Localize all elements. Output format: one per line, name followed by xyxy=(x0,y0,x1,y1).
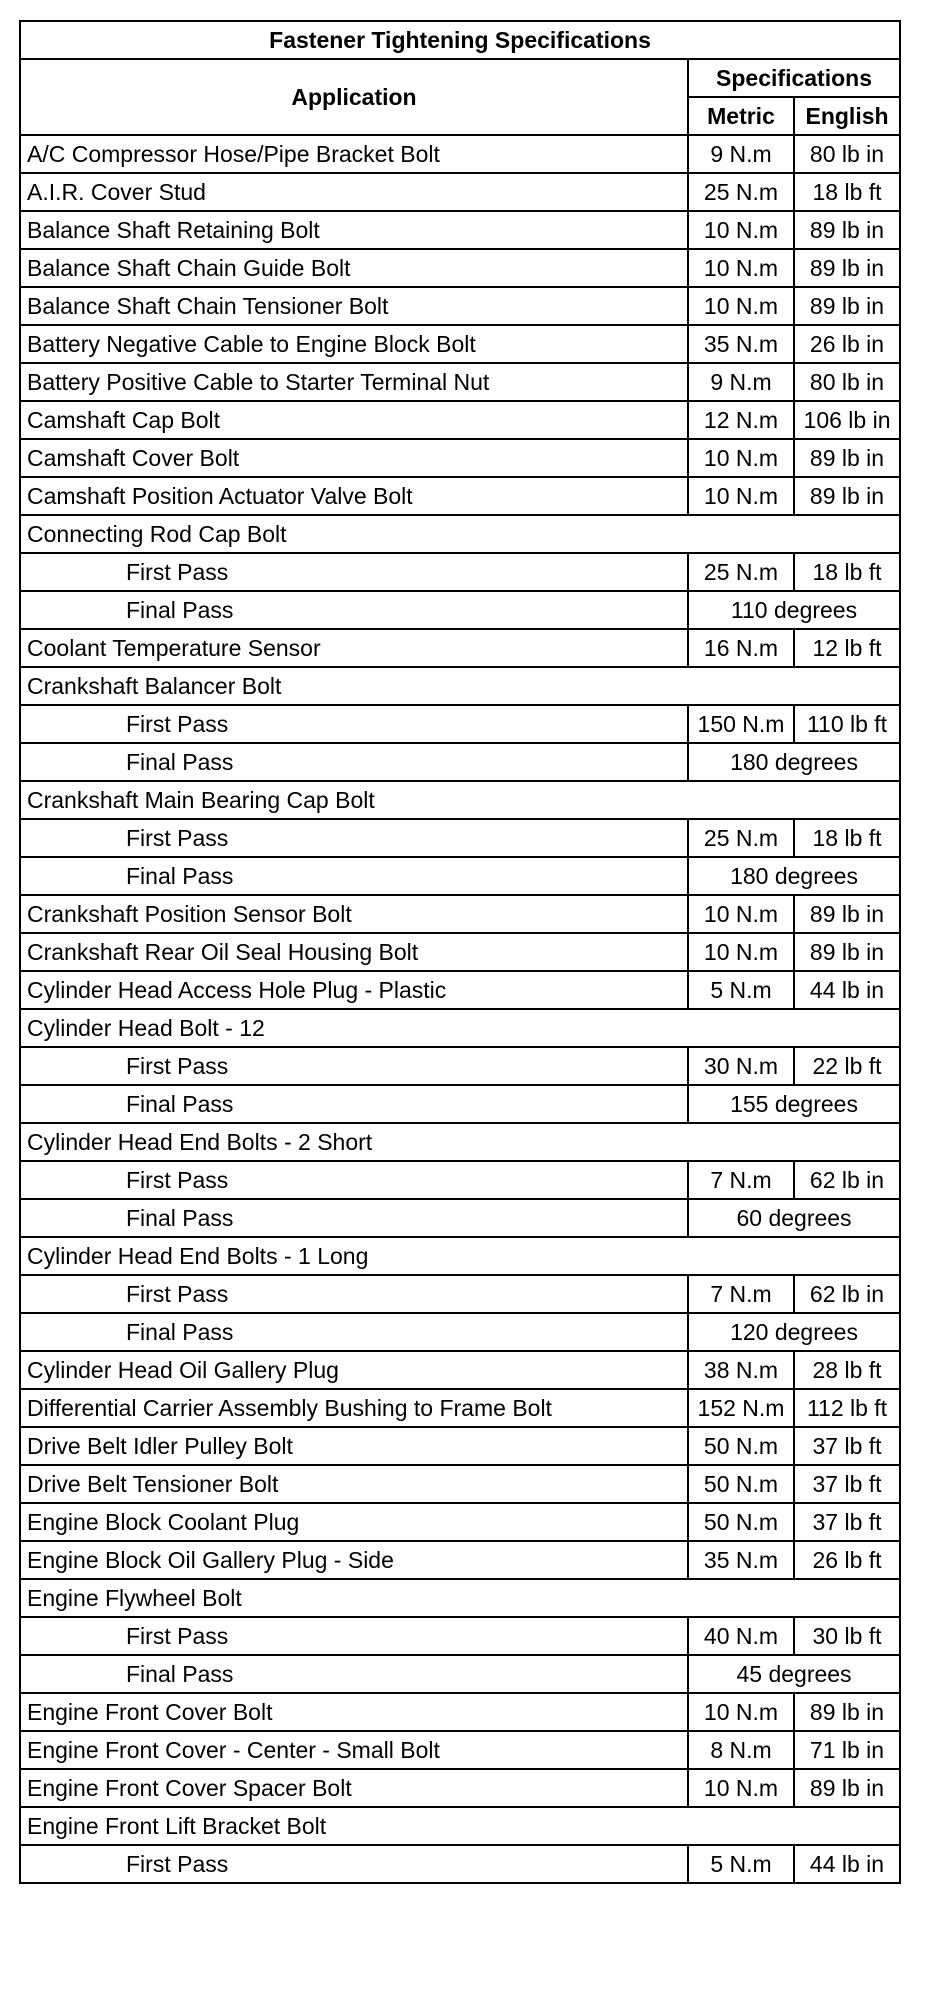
english-column-header: English xyxy=(794,97,900,135)
english-cell: 89 lb in xyxy=(794,477,900,515)
table-row xyxy=(20,515,900,553)
metric-cell: 30 N.m xyxy=(688,1047,794,1085)
english-cell: 62 lb in xyxy=(794,1161,900,1199)
application-cell: Drive Belt Idler Pulley Bolt xyxy=(20,1427,688,1465)
table-row xyxy=(20,819,900,857)
english-cell: 80 lb in xyxy=(794,135,900,173)
english-cell: 26 lb in xyxy=(794,325,900,363)
english-cell: 12 lb ft xyxy=(794,629,900,667)
application-cell: Camshaft Cover Bolt xyxy=(20,439,688,477)
group-heading-cell: Cylinder Head End Bolts - 1 Long xyxy=(20,1237,900,1275)
metric-cell: 10 N.m xyxy=(688,1693,794,1731)
pass-label-cell: Final Pass xyxy=(20,743,688,781)
fastener-spec-table xyxy=(19,20,901,1884)
table-row xyxy=(20,1503,900,1541)
application-cell: Engine Block Coolant Plug xyxy=(20,1503,688,1541)
application-cell: Battery Positive Cable to Starter Terminal Nut xyxy=(20,363,688,401)
pass-label-cell: First Pass xyxy=(20,1845,688,1883)
metric-cell: 16 N.m xyxy=(688,629,794,667)
table-row xyxy=(20,857,900,895)
table-row xyxy=(20,1769,900,1807)
metric-cell: 10 N.m xyxy=(688,211,794,249)
application-cell: Engine Front Cover Bolt xyxy=(20,1693,688,1731)
metric-cell: 38 N.m xyxy=(688,1351,794,1389)
english-cell: 89 lb in xyxy=(794,895,900,933)
table-row xyxy=(20,705,900,743)
group-heading-cell: Cylinder Head Bolt - 12 xyxy=(20,1009,900,1047)
metric-cell: 10 N.m xyxy=(688,1769,794,1807)
angle-spec-cell: 120 degrees xyxy=(688,1313,900,1351)
english-cell: 89 lb in xyxy=(794,1693,900,1731)
english-cell: 18 lb ft xyxy=(794,553,900,591)
table-row xyxy=(20,477,900,515)
table-row xyxy=(20,895,900,933)
english-cell: 71 lb in xyxy=(794,1731,900,1769)
header-row-1 xyxy=(20,59,900,97)
table-row xyxy=(20,1693,900,1731)
pass-label-cell: Final Pass xyxy=(20,857,688,895)
angle-spec-cell: 155 degrees xyxy=(688,1085,900,1123)
angle-spec-cell: 60 degrees xyxy=(688,1199,900,1237)
group-heading-cell: Crankshaft Balancer Bolt xyxy=(20,667,900,705)
table-row xyxy=(20,1541,900,1579)
application-cell: Engine Block Oil Gallery Plug - Side xyxy=(20,1541,688,1579)
metric-cell: 40 N.m xyxy=(688,1617,794,1655)
english-cell: 80 lb in xyxy=(794,363,900,401)
metric-cell: 25 N.m xyxy=(688,173,794,211)
table-row xyxy=(20,933,900,971)
english-cell: 110 lb ft xyxy=(794,705,900,743)
table-row xyxy=(20,743,900,781)
group-heading-cell: Connecting Rod Cap Bolt xyxy=(20,515,900,553)
pass-label-cell: Final Pass xyxy=(20,1313,688,1351)
english-cell: 44 lb in xyxy=(794,971,900,1009)
table-row xyxy=(20,1275,900,1313)
application-cell: Battery Negative Cable to Engine Block Bolt xyxy=(20,325,688,363)
metric-cell: 25 N.m xyxy=(688,819,794,857)
table-title-row xyxy=(20,21,900,59)
metric-cell: 9 N.m xyxy=(688,363,794,401)
metric-column-header: Metric xyxy=(688,97,794,135)
pass-label-cell: Final Pass xyxy=(20,1655,688,1693)
specifications-column-header: Specifications xyxy=(688,59,900,97)
table-row xyxy=(20,1237,900,1275)
english-cell: 18 lb ft xyxy=(794,173,900,211)
table-row xyxy=(20,1313,900,1351)
english-cell: 106 lb in xyxy=(794,401,900,439)
table-title: Fastener Tightening Specifications xyxy=(20,21,900,59)
metric-cell: 50 N.m xyxy=(688,1465,794,1503)
english-cell: 112 lb ft xyxy=(794,1389,900,1427)
application-cell: A.I.R. Cover Stud xyxy=(20,173,688,211)
english-cell: 28 lb ft xyxy=(794,1351,900,1389)
english-cell: 22 lb ft xyxy=(794,1047,900,1085)
metric-cell: 35 N.m xyxy=(688,1541,794,1579)
table-row xyxy=(20,1465,900,1503)
metric-cell: 7 N.m xyxy=(688,1161,794,1199)
application-cell: Balance Shaft Chain Tensioner Bolt xyxy=(20,287,688,325)
application-cell: Camshaft Cap Bolt xyxy=(20,401,688,439)
application-cell: Cylinder Head Access Hole Plug - Plastic xyxy=(20,971,688,1009)
pass-label-cell: First Pass xyxy=(20,819,688,857)
group-heading-cell: Engine Front Lift Bracket Bolt xyxy=(20,1807,900,1845)
english-cell: 30 lb ft xyxy=(794,1617,900,1655)
pass-label-cell: First Pass xyxy=(20,1047,688,1085)
table-row xyxy=(20,1731,900,1769)
table-row xyxy=(20,325,900,363)
metric-cell: 10 N.m xyxy=(688,477,794,515)
table-row xyxy=(20,971,900,1009)
metric-cell: 10 N.m xyxy=(688,249,794,287)
pass-label-cell: First Pass xyxy=(20,553,688,591)
group-heading-cell: Cylinder Head End Bolts - 2 Short xyxy=(20,1123,900,1161)
english-cell: 37 lb ft xyxy=(794,1427,900,1465)
application-cell: Drive Belt Tensioner Bolt xyxy=(20,1465,688,1503)
application-cell: Balance Shaft Chain Guide Bolt xyxy=(20,249,688,287)
table-row xyxy=(20,1085,900,1123)
table-row xyxy=(20,1617,900,1655)
pass-label-cell: First Pass xyxy=(20,705,688,743)
application-cell: Crankshaft Rear Oil Seal Housing Bolt xyxy=(20,933,688,971)
table-row xyxy=(20,1579,900,1617)
table-row xyxy=(20,249,900,287)
table-row xyxy=(20,667,900,705)
application-cell: Camshaft Position Actuator Valve Bolt xyxy=(20,477,688,515)
metric-cell: 35 N.m xyxy=(688,325,794,363)
metric-cell: 152 N.m xyxy=(688,1389,794,1427)
table-row xyxy=(20,1199,900,1237)
metric-cell: 10 N.m xyxy=(688,287,794,325)
application-cell: Differential Carrier Assembly Bushing to Frame Bolt xyxy=(20,1389,688,1427)
english-cell: 37 lb ft xyxy=(794,1503,900,1541)
metric-cell: 7 N.m xyxy=(688,1275,794,1313)
table-row xyxy=(20,1389,900,1427)
english-cell: 26 lb ft xyxy=(794,1541,900,1579)
table-row xyxy=(20,211,900,249)
table-row xyxy=(20,173,900,211)
table-row xyxy=(20,1845,900,1883)
pass-label-cell: Final Pass xyxy=(20,1199,688,1237)
table-row xyxy=(20,135,900,173)
table-row xyxy=(20,401,900,439)
table-row xyxy=(20,1655,900,1693)
english-cell: 44 lb in xyxy=(794,1845,900,1883)
table-row xyxy=(20,1351,900,1389)
table-row xyxy=(20,629,900,667)
english-cell: 62 lb in xyxy=(794,1275,900,1313)
table-row xyxy=(20,1009,900,1047)
pass-label-cell: First Pass xyxy=(20,1617,688,1655)
metric-cell: 50 N.m xyxy=(688,1503,794,1541)
metric-cell: 5 N.m xyxy=(688,1845,794,1883)
metric-cell: 10 N.m xyxy=(688,895,794,933)
application-column-header: Application xyxy=(20,59,688,135)
english-cell: 89 lb in xyxy=(794,211,900,249)
table-row xyxy=(20,1807,900,1845)
application-cell: Cylinder Head Oil Gallery Plug xyxy=(20,1351,688,1389)
english-cell: 89 lb in xyxy=(794,933,900,971)
angle-spec-cell: 45 degrees xyxy=(688,1655,900,1693)
application-cell: Crankshaft Position Sensor Bolt xyxy=(20,895,688,933)
table-row xyxy=(20,553,900,591)
application-cell: A/C Compressor Hose/Pipe Bracket Bolt xyxy=(20,135,688,173)
pass-label-cell: First Pass xyxy=(20,1161,688,1199)
table-row xyxy=(20,439,900,477)
pass-label-cell: Final Pass xyxy=(20,591,688,629)
group-heading-cell: Engine Flywheel Bolt xyxy=(20,1579,900,1617)
english-cell: 89 lb in xyxy=(794,287,900,325)
metric-cell: 5 N.m xyxy=(688,971,794,1009)
application-cell: Balance Shaft Retaining Bolt xyxy=(20,211,688,249)
metric-cell: 9 N.m xyxy=(688,135,794,173)
english-cell: 89 lb in xyxy=(794,439,900,477)
metric-cell: 150 N.m xyxy=(688,705,794,743)
application-cell: Coolant Temperature Sensor xyxy=(20,629,688,667)
english-cell: 37 lb ft xyxy=(794,1465,900,1503)
table-row xyxy=(20,1161,900,1199)
metric-cell: 8 N.m xyxy=(688,1731,794,1769)
angle-spec-cell: 180 degrees xyxy=(688,743,900,781)
pass-label-cell: First Pass xyxy=(20,1275,688,1313)
metric-cell: 12 N.m xyxy=(688,401,794,439)
english-cell: 18 lb ft xyxy=(794,819,900,857)
group-heading-cell: Crankshaft Main Bearing Cap Bolt xyxy=(20,781,900,819)
english-cell: 89 lb in xyxy=(794,249,900,287)
table-row xyxy=(20,1427,900,1465)
metric-cell: 25 N.m xyxy=(688,553,794,591)
angle-spec-cell: 110 degrees xyxy=(688,591,900,629)
metric-cell: 10 N.m xyxy=(688,933,794,971)
metric-cell: 10 N.m xyxy=(688,439,794,477)
table-row xyxy=(20,781,900,819)
table-row xyxy=(20,1123,900,1161)
table-body xyxy=(20,135,900,1883)
application-cell: Engine Front Cover - Center - Small Bolt xyxy=(20,1731,688,1769)
table-row xyxy=(20,363,900,401)
application-cell: Engine Front Cover Spacer Bolt xyxy=(20,1769,688,1807)
pass-label-cell: Final Pass xyxy=(20,1085,688,1123)
angle-spec-cell: 180 degrees xyxy=(688,857,900,895)
english-cell: 89 lb in xyxy=(794,1769,900,1807)
table-row xyxy=(20,1047,900,1085)
table-row xyxy=(20,287,900,325)
metric-cell: 50 N.m xyxy=(688,1427,794,1465)
table-row xyxy=(20,591,900,629)
